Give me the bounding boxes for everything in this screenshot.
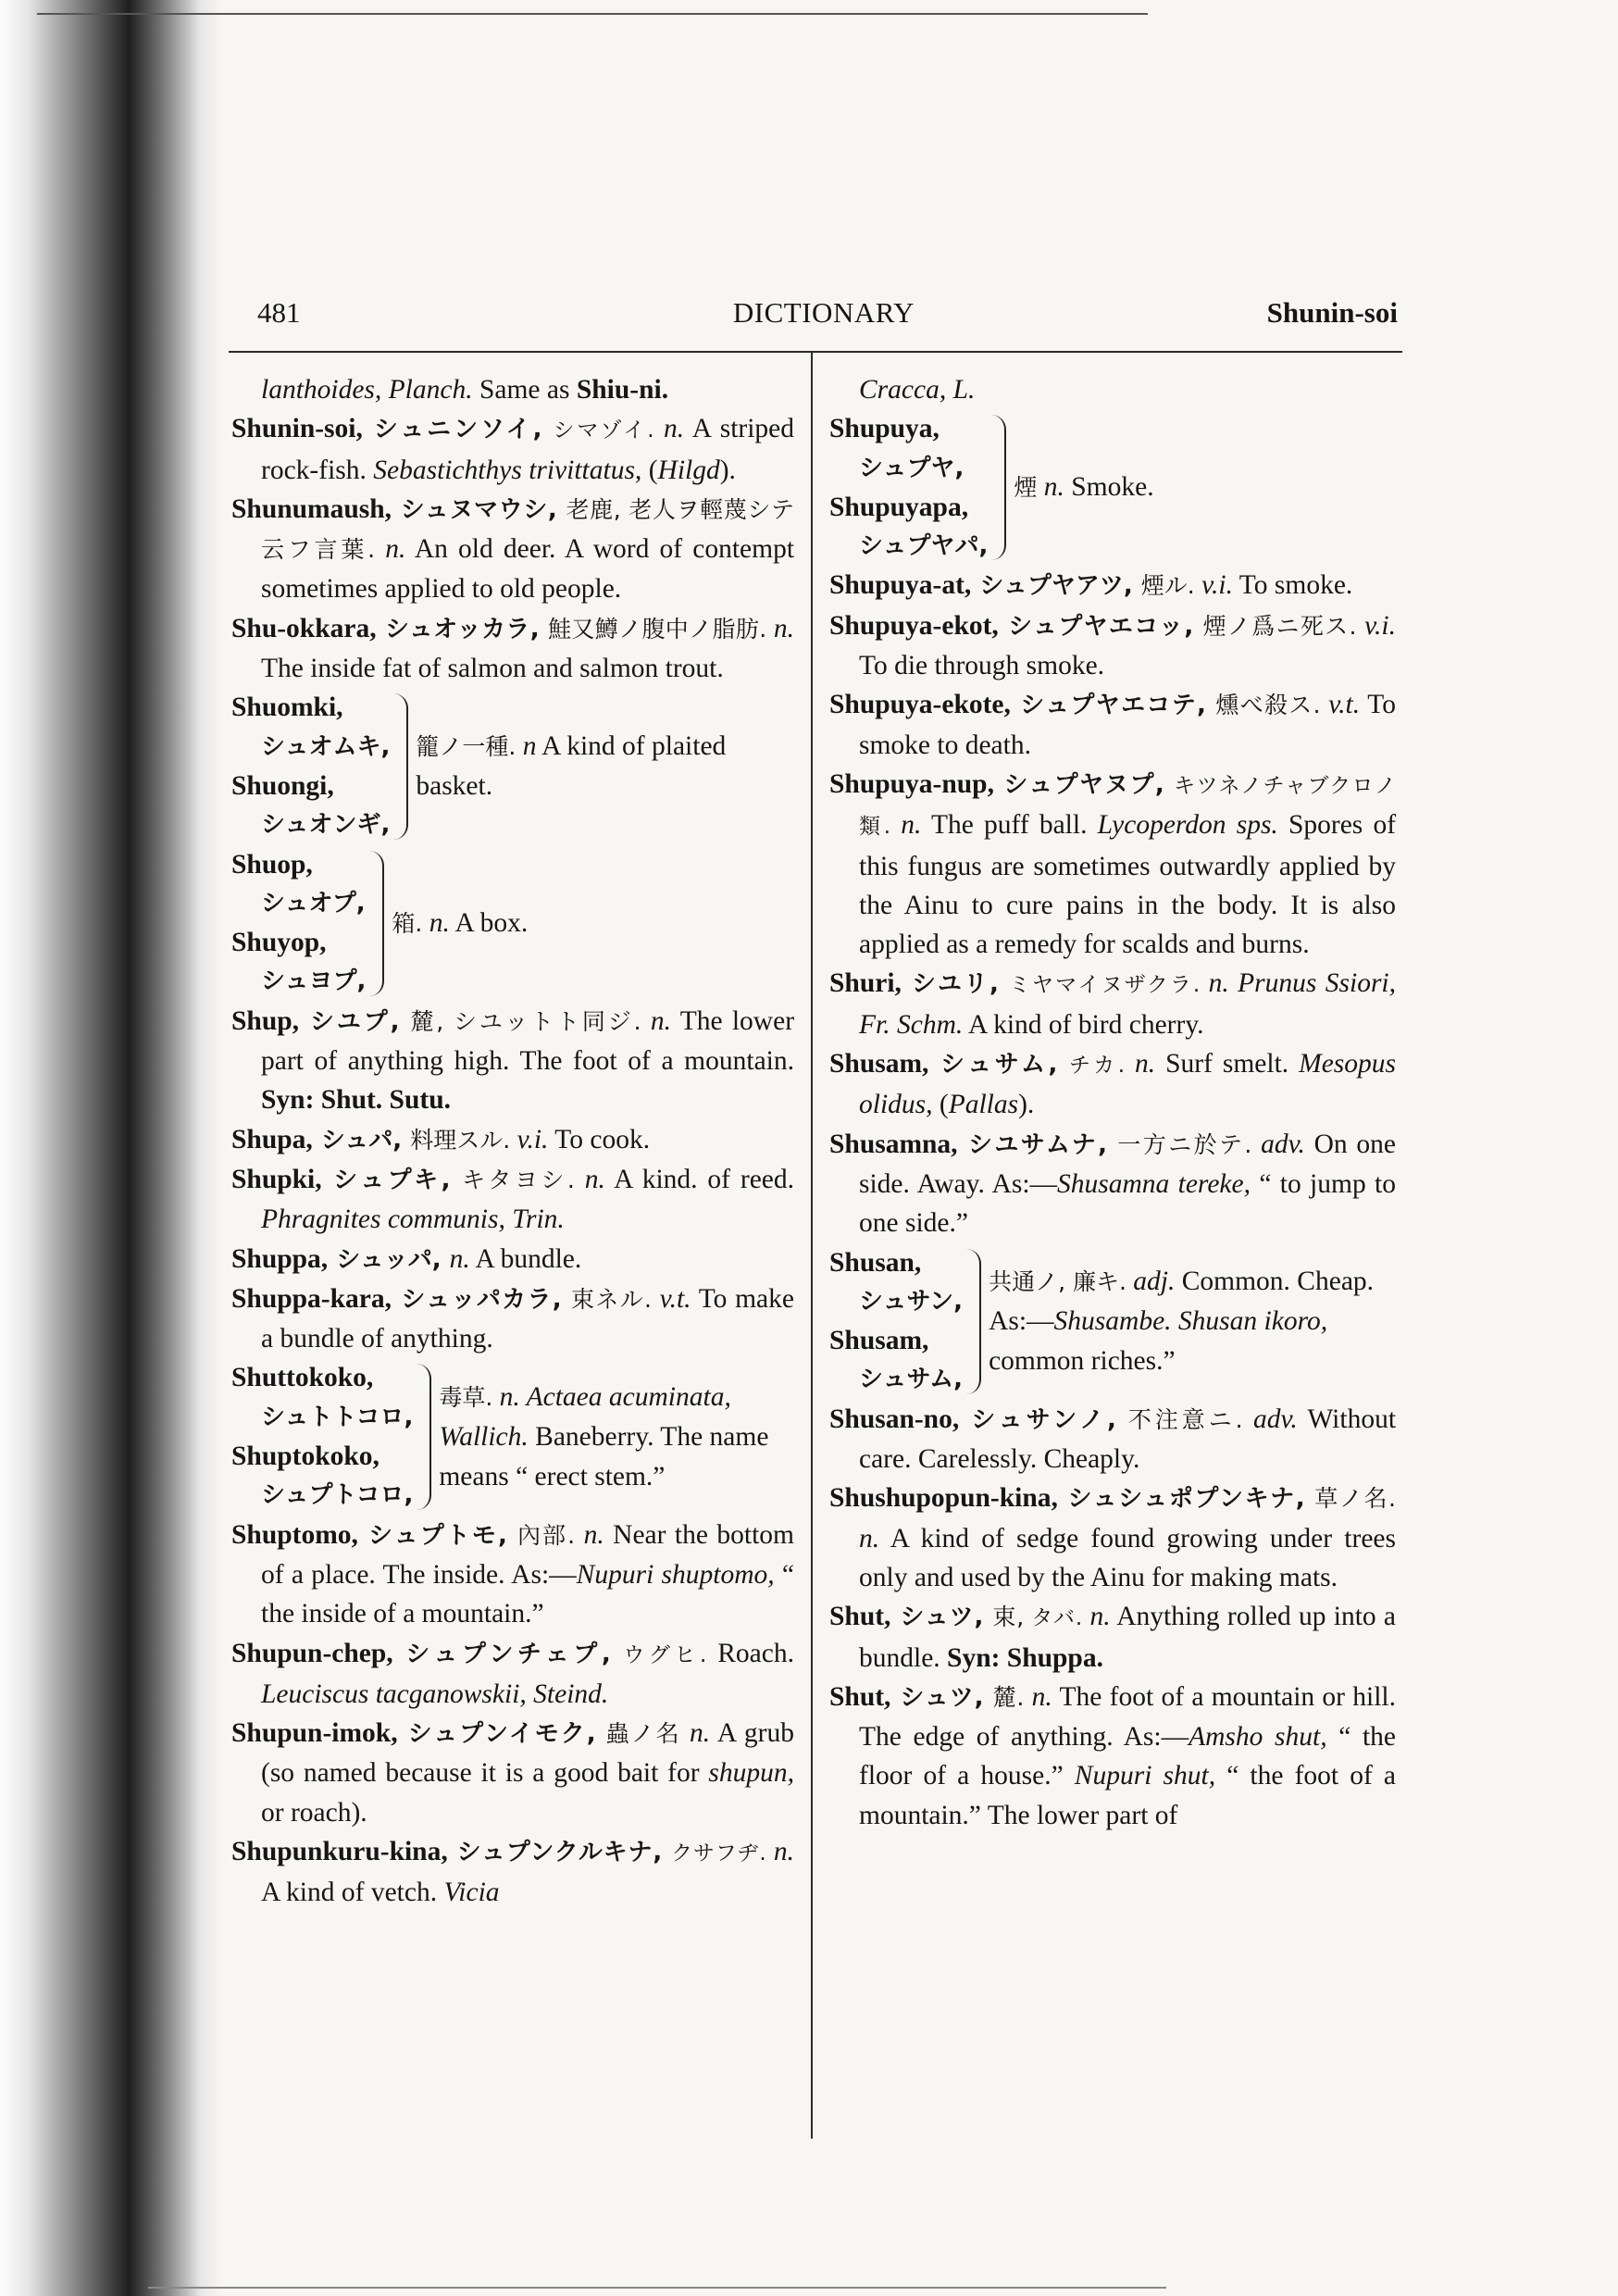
entry-continuation: Cracca, L. <box>859 375 976 405</box>
entry-group-shuttokoko: Shuttokoko, シュトトコロ, Shuptokoko, シュプトコロ, 毒草. n. Actaea acuminata, Wallich. Baneberry. The name means “ erect stem.” <box>231 1358 794 1515</box>
headword: Shuop, <box>231 849 313 880</box>
entry-shupuya-at: Shupuya-at, シュプヤアツ, 煙ル. v.i. To smoke. <box>829 570 1353 601</box>
entry-group-shupuya: Shupuya, シュプヤ, Shupuyapa, シュプヤパ, 煙 n. Smoke. <box>829 409 1396 566</box>
headword: Shut, <box>829 1602 891 1632</box>
entry-shut-foot: Shut, シュツ, 麓. n. The foot of a mountain or hill. The edge of anything. As:—Amsho shut, “ the floor of a house.” Nupuri shut, “ the foot of a mountain.” The lower part of <box>829 1681 1397 1830</box>
headword: Shusam, <box>829 1326 929 1356</box>
headword: Shuptomo, <box>231 1519 358 1550</box>
scan-top-rule <box>37 13 1148 15</box>
page-number: 481 <box>257 296 301 329</box>
group-definition: 毒草. n. Actaea acuminata, Wallich. Baneberry. The name means “ erect stem.” <box>439 1382 769 1491</box>
right-column <box>829 370 1396 1835</box>
headword: Shupuya-nup, <box>829 768 994 799</box>
headword: Shup, <box>231 1005 300 1036</box>
headword: Shupuya, <box>829 414 940 444</box>
grouping-brace <box>417 1364 431 1509</box>
headword: Shupunkuru-kina, <box>231 1836 448 1866</box>
entry-shu-okkara: Shu-okkara, シュオッカラ, 鮭又鱒ノ腹中ノ脂肪. n. The inside fat of salmon and salmon trout. <box>231 613 795 684</box>
headword: Shupun-chep, <box>231 1638 393 1668</box>
headword: Shu-okkara, <box>231 613 377 643</box>
page-header <box>250 289 1398 335</box>
entry-shuri: Shuri, シユリ, ミヤマイヌザクラ. n. Prunus Ssiori, Fr. Schm. A kind of bird cherry. <box>829 968 1397 1040</box>
entry-continuation: lanthoides, Planch. Same as Shiu-ni. <box>261 375 669 405</box>
headword: Shusamna, <box>829 1129 958 1159</box>
entry-group-shusan: Shusan, シュサン, Shusam, シュサム, 共通ノ, 廉キ. adj. Common. Cheap. As:—Shusambe. Shusan ikoro, common riches.” <box>829 1243 1396 1400</box>
headword: Shuri, <box>829 968 902 999</box>
kana: シュニンソイ, <box>362 416 554 444</box>
column-divider <box>811 352 813 2139</box>
entry-shunumaush: Shunumaush, シュヌマウシ, 老鹿, 老人ヲ輕蔑シテ云フ言葉. n. An old deer. A word of contempt sometimes applied to old people. <box>231 493 795 605</box>
headword: Shuppa, <box>231 1243 329 1274</box>
headword: Shusam, <box>829 1049 929 1079</box>
group-definition: 箱. n. A box. <box>392 907 529 938</box>
entry-shut-bundle: Shut, シュツ, 束, タバ. n. Anything rolled up into a bundle. Syn: Shuppa. <box>829 1602 1396 1673</box>
guide-word: Shunin-soi <box>1266 296 1398 329</box>
entry-shuptomo: Shuptomo, シュプトモ, 內部. n. Near the bottom of a place. The inside. As:—Nupuri shuptomo, “ the inside of a mountain.” <box>231 1519 795 1629</box>
headword: Shushupopun-kina, <box>829 1483 1058 1514</box>
entry-shushupopun-kina: Shushupopun-kina, シュシュポプンキナ, 草ノ名. n. A kind of sedge found growing under trees only and used by the Ainu for making mats. <box>829 1483 1397 1592</box>
entry-shupunkuru-kina: Shupunkuru-kina, シュプンクルキナ, クサフヂ. n. A kind of vetch. Vicia <box>231 1836 795 1908</box>
headword: Shupuya-at, <box>829 570 972 601</box>
headword: Shupki, <box>231 1164 322 1194</box>
entry-shupun-chep: Shupun-chep, シュプンチェプ, ウグヒ. Roach. Leuciscus tacganowskii, Steind. <box>231 1638 794 1709</box>
group-definition: 煙 n. Smoke. <box>1014 472 1154 503</box>
entry-shupki: Shupki, シュプキ, キタヨシ. n. A kind. of reed. Phragnites communis, Trin. <box>231 1164 795 1235</box>
synonym: Syn: Shuppa. <box>947 1642 1103 1673</box>
entry-group-shuomki: Shuomki, シュオムキ, Shuongi, シュオンギ, 籠ノ一種. n A kind of plaited basket. <box>231 688 794 844</box>
headword: Shuppa-kara, <box>231 1283 392 1314</box>
group-definition: 籠ノ一種. n A kind of plaited basket. <box>416 731 727 802</box>
entry-shupa: Shupa, シュパ, 料理スル. v.i. To cook. <box>231 1124 651 1154</box>
group-definition: 共通ノ, 廉キ. adj. Common. Cheap. As:—Shusambe. Shusan ikoro, common riches.” <box>989 1267 1375 1376</box>
headword: Shuyop, <box>231 928 327 958</box>
entry-shupuya-nup: Shupuya-nup, シュプヤヌプ, キツネノチャブクロノ類. n. The puff ball. Lycoperdon sps. Spores of this fungus are sometimes outwardly applied by the Ainu to cure pains in the body. It is also applied as a remedy for scalds and burns. <box>829 768 1397 960</box>
grouping-brace <box>966 1249 981 1394</box>
grouping-brace <box>369 851 384 996</box>
headword: Shuptokoko, <box>231 1441 380 1472</box>
entry-shusam: Shusam, シュサム, チカ. n. Surf smelt. Mesopus olidus, (Pallas). <box>829 1049 1397 1120</box>
entry-shunin-soi: Shunin-soi, シュニンソイ, シマゾイ. n. A striped rock-fish. Sebastichthys trivittatus, (Hilgd). <box>231 414 795 485</box>
headword: Shupuyapa, <box>829 492 969 522</box>
headword: Shupa, <box>231 1124 313 1154</box>
entry-shuppa-kara: Shuppa-kara, シュッパカラ, 束ネル. v.t. To make a bundle of anything. <box>231 1283 794 1354</box>
headword: Shupuya-ekot, <box>829 610 999 641</box>
entry-shuppa: Shuppa, シュッパ, n. A bundle. <box>231 1243 582 1274</box>
left-column <box>231 370 794 1913</box>
headword: Shuttokoko, <box>231 1363 374 1393</box>
entry-shup: Shup, シユプ, 麓, シユットト同ジ. n. The lower part of anything high. The foot of a mountain. Syn: Shut. Sutu. <box>231 1005 795 1116</box>
headword: Shuomki, <box>231 693 343 723</box>
headword: Shunin-soi, <box>231 414 363 444</box>
header-rule <box>229 351 1402 353</box>
headword: Shusan-no, <box>829 1404 960 1434</box>
grouping-brace <box>991 415 1006 560</box>
running-title: DICTIONARY <box>732 296 915 329</box>
headword: Shuongi, <box>231 770 334 801</box>
synonym: Syn: Shut. Sutu. <box>261 1085 451 1116</box>
headword: Shut, <box>829 1681 891 1712</box>
entry-group-shuop: Shuop, シュオプ, Shuyop, シュヨプ, 箱. n. A box. <box>231 845 794 1002</box>
entry-shupuya-ekot: Shupuya-ekot, シュプヤエコッ, 煙ノ爲ニ死ス. v.i. To die through smoke. <box>829 610 1396 681</box>
grouping-brace <box>393 693 408 839</box>
headword: Shupuya-ekote, <box>829 690 1011 720</box>
entry-shusamna: Shusamna, シユサムナ, 一方ニ於テ. adv. On one side. Away. As:—Shusamna tereke, “ to jump to one side.” <box>829 1129 1397 1239</box>
headword: Shusan, <box>829 1247 922 1278</box>
headword: Shupun-imok, <box>231 1718 398 1749</box>
entry-shusan-no: Shusan-no, シュサンノ, 不注意ニ. adv. Without care. Carelessly. Cheaply. <box>829 1404 1397 1475</box>
entry-shupun-imok: Shupun-imok, シュプンイモク, 蟲ノ名 n. A grub (so named because it is a good bait for shupun, or roach). <box>231 1718 795 1828</box>
scan-edge-shadow <box>0 0 222 2296</box>
headword: Shunumaush, <box>231 493 392 524</box>
scan-bottom-rule <box>148 2287 1166 2289</box>
entry-shupuya-ekote: Shupuya-ekote, シュプヤエコテ, 燻べ殺ス. v.t. To smoke to death. <box>829 690 1396 760</box>
